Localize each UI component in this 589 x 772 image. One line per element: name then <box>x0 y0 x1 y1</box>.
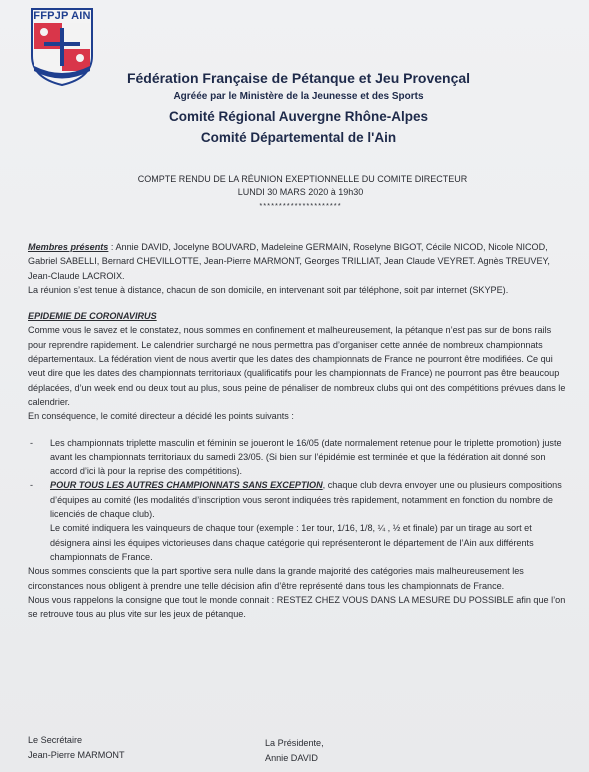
star-divider: ********************* <box>259 201 342 210</box>
members-label: Membres présents <box>28 242 109 252</box>
closing-paragraph-2: Nous vous rappelons la consigne que tout le monde connait : RESTEZ CHEZ VOUS DANS LA MESURE DU POSSIBLE afin que l’on se retrouve tous au plus vite sur les jeux de pétanque. <box>28 594 566 620</box>
list-item <box>28 436 568 479</box>
secretary-signature <box>28 733 125 763</box>
item-draw-text: Le comité indiquera les vainqueurs de chaque tour (exemple : 1er tour, 1/16, 1/8, ¼ , ½ et finale) par un tirage au sort et désignera ainsi les équipes victorieuses dans chaque catégorie qui représenteront le département de l’Ain aux différents championnats de France. <box>50 523 534 562</box>
secretary-title: Le Secrétaire <box>28 735 83 745</box>
president-title: La Présidente, <box>265 738 324 748</box>
report-title: COMPTE RENDU DE LA RÉUNION EXEPTIONNELLE DU COMITE DIRECTEUR <box>137 174 468 184</box>
president-name: Annie DAVID <box>265 753 318 763</box>
document-body <box>28 240 568 621</box>
members-paragraph <box>28 240 568 283</box>
regional-committee: Comité Régional Auvergne Rhône-Alpes <box>168 109 429 124</box>
members-list: : Annie DAVID, Jocelyne BOUVARD, Madeleine GERMAIN, Roselyne BIGOT, Cécile NICOD, Nicole NICOD, Gabriel SABELLI, Bernard CHEVILLOTTE, Jean-Pierre MARMONT, Georges TRILLIAT, Jean Claude VEYRET. Agnès TREUVEY, Jean-Claude LACROIX. <box>28 242 550 281</box>
meeting-note: La réunion s’est tenue à distance, chacun de son domicile, en intervenant soit par téléphone, soit par internet (SKYPE). <box>28 284 509 295</box>
epidemic-heading: EPIDEMIE DE CORONAVIRUS <box>28 311 157 322</box>
secretary-name: Jean-Pierre MARMONT <box>28 750 125 760</box>
logo-text: FFPJP AIN <box>33 10 91 22</box>
decision-line: En conséquence, le comité directeur a décidé les points suivants : <box>28 411 294 422</box>
item-all-championships-heading: POUR TOUS LES AUTRES CHAMPIONNATS SANS EXCEPTION <box>50 480 323 491</box>
federation-approval: Agréée par le Ministère de la Jeunesse et des Sports <box>173 91 424 102</box>
list-item <box>28 478 568 564</box>
list-dash: - <box>30 480 34 491</box>
report-date: LUNDI 30 MARS 2020 à 19h30 <box>237 187 364 197</box>
federation-title: Fédération Française de Pétanque et Jeu Provençal <box>126 70 471 86</box>
departmental-committee: Comité Départemental de l'Ain <box>200 130 397 145</box>
item-triplette: Les championnats triplette masculin et féminin se joueront le 16/05 (date normalement retenue pour le triplette promotion) juste avant les championnats territoriaux du samedi 23/05. (Si bien sur l’épidémie est terminée et que la fédération ait donné son accord d’ici là pour la reprise des compétitions). <box>50 437 562 477</box>
epidemic-paragraph: Comme vous le savez et le constatez, nous sommes en confinement et malheureusement, la pétanque n’est pas sur de bons rails pour reprendre rapidement. Le calendrier surchargé ne nous permettra pas d’organiser cette année de nombreux championnats départementaux. La fédération vient de nous avertir que les dates des championnats de France ne pourront être modifiées. Ce qui veut dire que les dates des championnats territoriaux (qualificatifs pour les championnats de France) ne pourront pas être beaucoup déplacées, d’un week end ou deux tout au plus, sous peine de pénaliser de nombreux clubs qui ont des compétitions prévues dans le calendrier. <box>28 325 566 407</box>
closing-paragraph-1: Nous sommes conscients que la part sportive sera nulle dans la grande majorité des catégories mais malheureusement les circonstances nous obligent à prendre une telle décision afin d’être représenté dans tous les championnats de France. <box>28 566 524 591</box>
president-signature <box>265 736 324 766</box>
list-dash: - <box>30 437 34 448</box>
item-all-championships-text: , chaque club devra envoyer une ou plusieurs compositions d’équipes au comité (les modalités d’inscription vous seront indiquées très rapidement, notamment en fonction du nombre de licenciés de chaque club). <box>50 480 562 520</box>
